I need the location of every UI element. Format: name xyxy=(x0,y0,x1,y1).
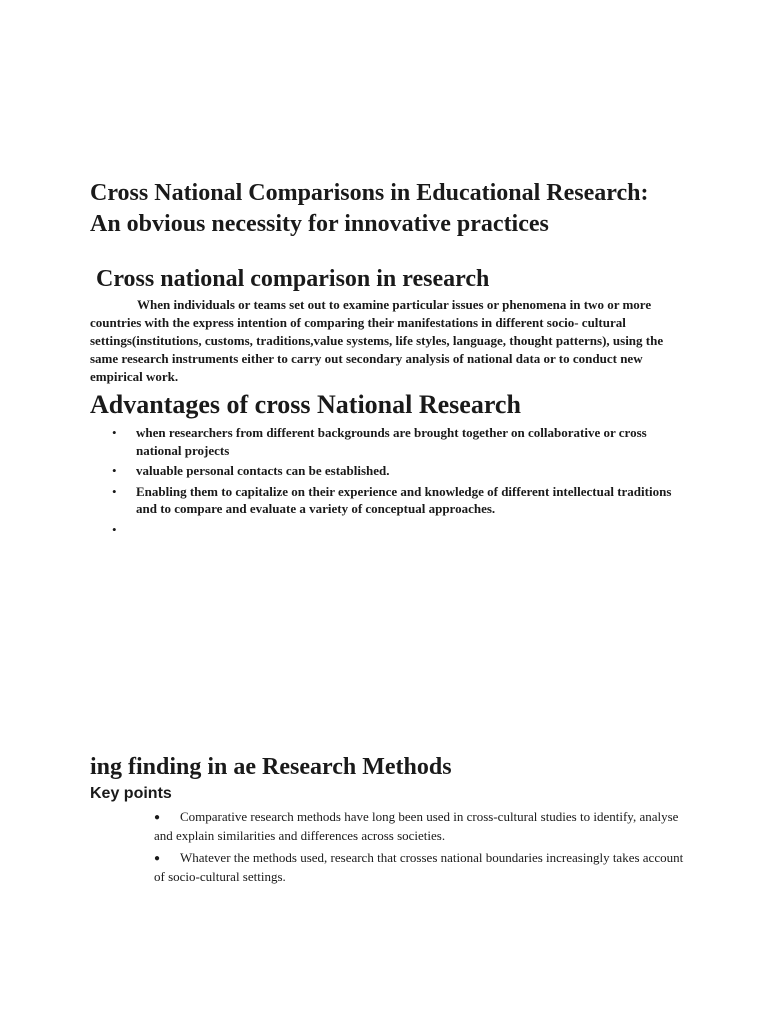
title-line-1: Cross National Comparisons in Educational Research: xyxy=(90,180,649,206)
list-item-text: Enabling them to capitalize on their experience and knowledge of different intellectual traditions and to compare and evaluate a variety of conceptual approaches. xyxy=(136,483,672,516)
section-heading-research-methods: ing finding in ae Research Methods xyxy=(90,754,452,780)
key-points-heading: Key points xyxy=(90,785,172,802)
section-heading-cross-national-comparison: Cross national comparison in research xyxy=(96,266,490,292)
list-item xyxy=(90,424,690,459)
list-item xyxy=(90,483,690,518)
document-title xyxy=(90,178,730,240)
definition-paragraph: When individuals or teams set out to examine particular issues or phenomena in two or more countries with the express intention of comparing their manifestations in different socio- cultural settings(institutions, customs, traditions,value systems, life styles, language, thought patterns), using the same research instruments either to carry out secondary analysis of national data or to conduct new empirical work. xyxy=(90,297,664,384)
bullet-icon: • xyxy=(112,425,117,440)
list-item xyxy=(154,849,694,886)
bullet-icon: ● xyxy=(154,853,161,864)
list-item-text: Whatever the methods used, research that crosses national boundaries increasingly takes account of socio-cultural settings. xyxy=(154,850,684,884)
bullet-icon: • xyxy=(112,483,117,499)
bullet-icon: ● xyxy=(154,812,161,823)
section-heading-advantages: Advantages of cross National Research xyxy=(90,390,521,419)
title-line-2: An obvious necessity for innovative practices xyxy=(90,211,549,237)
list-item-text: when researchers from different backgrounds are brought together on collaborative or cross national projects xyxy=(136,425,647,458)
list-item-text: valuable personal contacts can be established. xyxy=(136,463,390,478)
list-item xyxy=(90,462,690,480)
advantages-list xyxy=(90,424,690,541)
list-item xyxy=(90,521,690,539)
bullet-icon: • xyxy=(112,521,117,537)
bullet-icon: • xyxy=(112,463,117,478)
list-item-text: Comparative research methods have long been used in cross-cultural studies to identify, analyse and explain similarities and differences across societies. xyxy=(154,809,679,843)
list-item-text xyxy=(136,522,139,537)
key-points-list xyxy=(154,808,694,890)
list-item xyxy=(154,808,694,845)
